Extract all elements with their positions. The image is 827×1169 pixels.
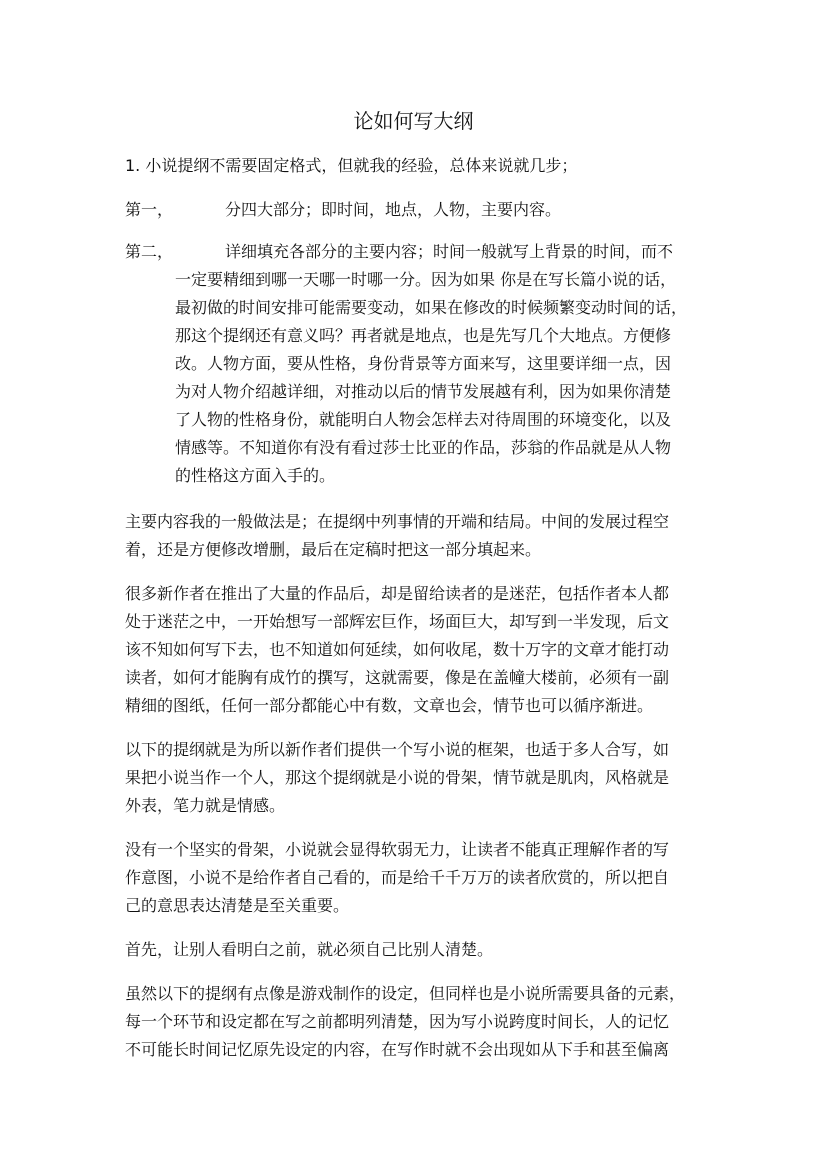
elements-paragraph-line: 每一个环节和设定都在写之前都明列清楚，因为写小说跨度时间长，人的记忆: [125, 1012, 670, 1031]
skeleton-paragraph-line: 没有一个坚实的骨架，小说就会显得软弱无力，让读者不能真正理解作者的写: [125, 840, 670, 859]
step-two-text-line: 的性格这方面入手的。: [175, 466, 336, 485]
new-authors-paragraph-line: 很多新作者在推出了大量的作品后，却是留给读者的是迷茫，包括作者本人都: [125, 584, 670, 603]
step-two-first-line: [125, 238, 673, 266]
step-two-text-line: 详细填充各部分的主要内容；时间一般就写上背景的时间，而不: [225, 242, 674, 261]
skeleton-paragraph-line: 作意图，小说不是给作者自己看的，而是给千千万万的读者欣赏的，所以把自: [125, 868, 670, 887]
new-authors-paragraph-line: 处于迷茫之中，一开始想写一部辉宏巨作，场面巨大，却写到一半发现，后文: [125, 612, 670, 631]
new-authors-paragraph-line: 该不知如何写下去，也不知道如何延续，如何收尾，数十万字的文章才能打动: [125, 640, 670, 659]
step-two-text-line: 情感等。不知道你有没有看过莎士比亚的作品，莎翁的作品就是从人物: [175, 438, 672, 457]
step-two-text-line: 为对人物介绍越详细，对推动以后的情节发展越有利，因为如果你清楚: [175, 382, 672, 401]
elements-paragraph-line: 不可能长时间记忆原先设定的内容，在写作时就不会出现如从下手和甚至偏离: [125, 1040, 670, 1059]
page-title: 论如何写大纲: [353, 109, 474, 133]
main-content-paragraph-line: 着，还是方便修改增删，最后在定稿时把这一部分填起来。: [125, 540, 542, 559]
new-authors-paragraph-line: 精细的图纸，任何一部分都能心中有数，文章也会，情节也可以循序渐进。: [125, 696, 654, 715]
main-content-paragraph-line: 主要内容我的一般做法是；在提纲中列事情的开端和结局。中间的发展过程空: [125, 512, 670, 531]
new-authors-paragraph-line: 读者，如何才能胸有成竹的撰写，这就需要，像是在盖幢大楼前，必须有一副: [125, 668, 670, 687]
elements-paragraph-line: 虽然以下的提纲有点像是游戏制作的设定，但同样也是小说所需要具备的元素，: [125, 984, 686, 1003]
step-two-text-line: 最初做的时间安排可能需要变动，如果在修改的时候频繁变动时间的话，: [175, 298, 688, 317]
step-two-label: 第二，: [125, 242, 174, 261]
framework-paragraph-line: 以下的提纲就是为所以新作者们提供一个写小说的框架，也适于多人合写，如: [125, 740, 670, 759]
framework-paragraph-line: 果把小说当作一个人，那这个提纲就是小说的骨架，情节就是肌肉，风格就是: [125, 768, 670, 787]
skeleton-paragraph-line: 己的意思表达清楚是至关重要。: [125, 896, 350, 915]
step-two-text-line: 了人物的性格身份，就能明白人物会怎样去对待周围的环境变化，以及: [175, 410, 672, 429]
step-one-text: 分四大部分；即时间，地点，人物，主要内容。: [225, 200, 562, 219]
framework-paragraph-line: 外表，笔力就是情感。: [125, 796, 286, 815]
step-one: [125, 196, 561, 224]
intro-line: 1. 小说提纲不需要固定格式，但就我的经验，总体来说就几步；: [125, 156, 578, 175]
step-two-text-line: 改。人物方面，要从性格，身份背景等方面来写，这里要详细一点，因: [175, 354, 672, 373]
first-paragraph-line: 首先，让别人看明白之前，就必须自己比别人清楚。: [125, 940, 494, 959]
step-two-text-line: 一定要精细到哪一天哪一时哪一分。因为如果 你是在写长篇小说的话，: [175, 270, 677, 289]
step-two-text-line: 那这个提纲还有意义吗？再者就是地点，也是先写几个大地点。方便修: [175, 326, 672, 345]
step-one-label: 第一，: [125, 200, 174, 219]
